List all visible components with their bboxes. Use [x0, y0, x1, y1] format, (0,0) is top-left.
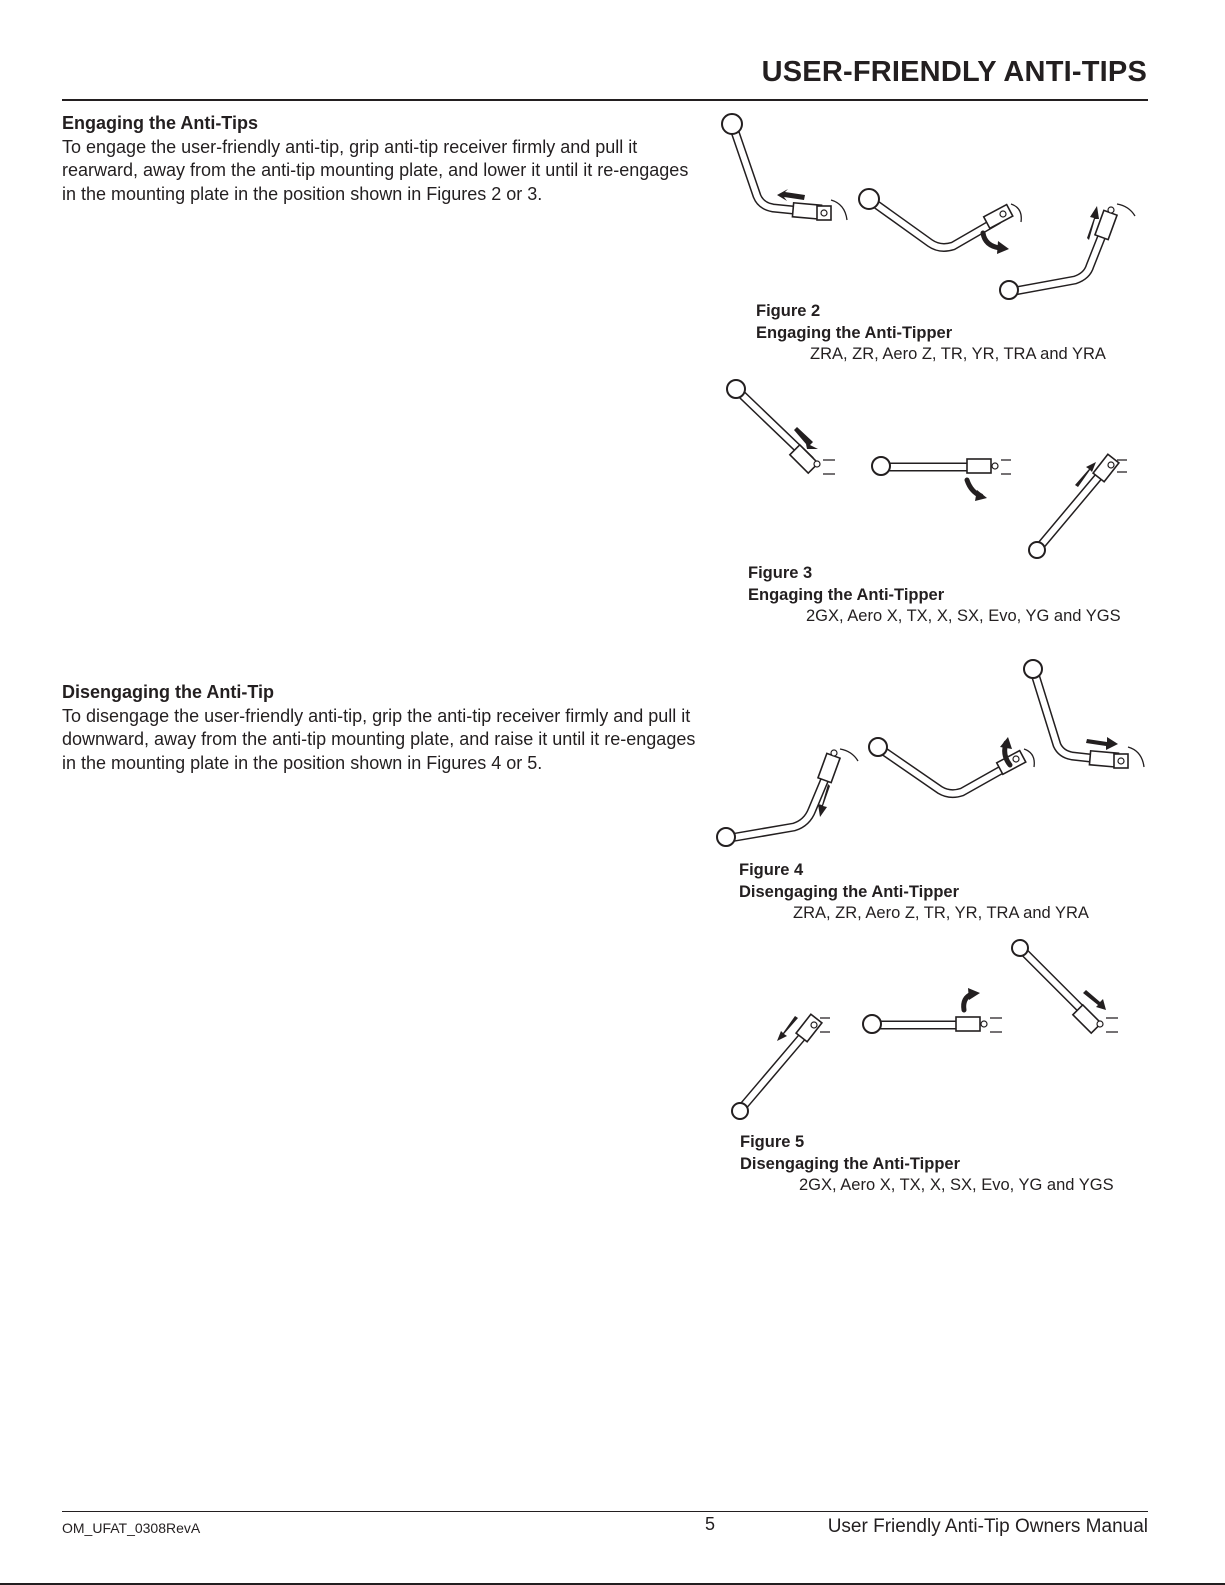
figure-4-number: Figure 4 [739, 861, 804, 879]
header-rule [62, 99, 1148, 101]
footer-manual-title: User Friendly Anti-Tip Owners Manual [827, 1516, 1148, 1537]
figure-5-title: Disengaging the Anti-Tipper [740, 1154, 961, 1173]
anti-tipper-straight-engage-diagram [715, 372, 1145, 562]
footer-rule [62, 1511, 1148, 1512]
page-title: USER-FRIENDLY ANTI-TIPS [761, 56, 1147, 88]
figure-3-caption [748, 563, 1121, 628]
engaging-heading: Engaging the Anti-Tips [62, 113, 258, 133]
figure-5-caption [740, 1132, 1114, 1197]
figure-4-title: Disengaging the Anti-Tipper [739, 882, 960, 901]
anti-tipper-bent-disengage-diagram [712, 655, 1147, 855]
figure-5-models: 2GX, Aero X, TX, X, SX, Evo, YG and YGS [799, 1176, 1114, 1194]
footer-page-number: 5 [705, 1514, 716, 1534]
anti-tipper-straight-disengage-diagram [712, 938, 1147, 1128]
figure-2-number: Figure 2 [756, 302, 821, 320]
disengaging-section [62, 681, 712, 775]
figure-4-caption [739, 860, 1089, 925]
figure-3-number: Figure 3 [748, 564, 813, 582]
figure-3-title: Engaging the Anti-Tipper [748, 585, 945, 604]
figure-4-models: ZRA, ZR, Aero Z, TR, YR, TRA and YRA [793, 904, 1089, 922]
footer-doc-code: OM_UFAT_0308RevA [62, 1520, 201, 1536]
engaging-section [62, 112, 712, 206]
figure-5-number: Figure 5 [740, 1133, 805, 1151]
engaging-body: To engage the user-friendly anti-tip, grip anti-tip receiver firmly and pull it rearward, away from the anti-tip mounting plate, and lower it until it re-engages in the mounting plate in the position shown in Figures 2 or 3. [62, 136, 689, 204]
figure-2-title: Engaging the Anti-Tipper [756, 323, 953, 342]
figure-3-models: 2GX, Aero X, TX, X, SX, Evo, YG and YGS [806, 607, 1121, 625]
disengaging-heading: Disengaging the Anti-Tip [62, 682, 274, 702]
disengaging-body: To disengage the user-friendly anti-tip, grip the anti-tip receiver firmly and pull it downward, away from the anti-tip mounting plate, and raise it until it re-engages in the mounting plate in the position shown in Figures 4 or 5. [62, 705, 696, 773]
anti-tipper-bent-engage-diagram [715, 108, 1145, 303]
figure-2-caption [756, 301, 1106, 366]
figure-2-models: ZRA, ZR, Aero Z, TR, YR, TRA and YRA [810, 345, 1106, 363]
